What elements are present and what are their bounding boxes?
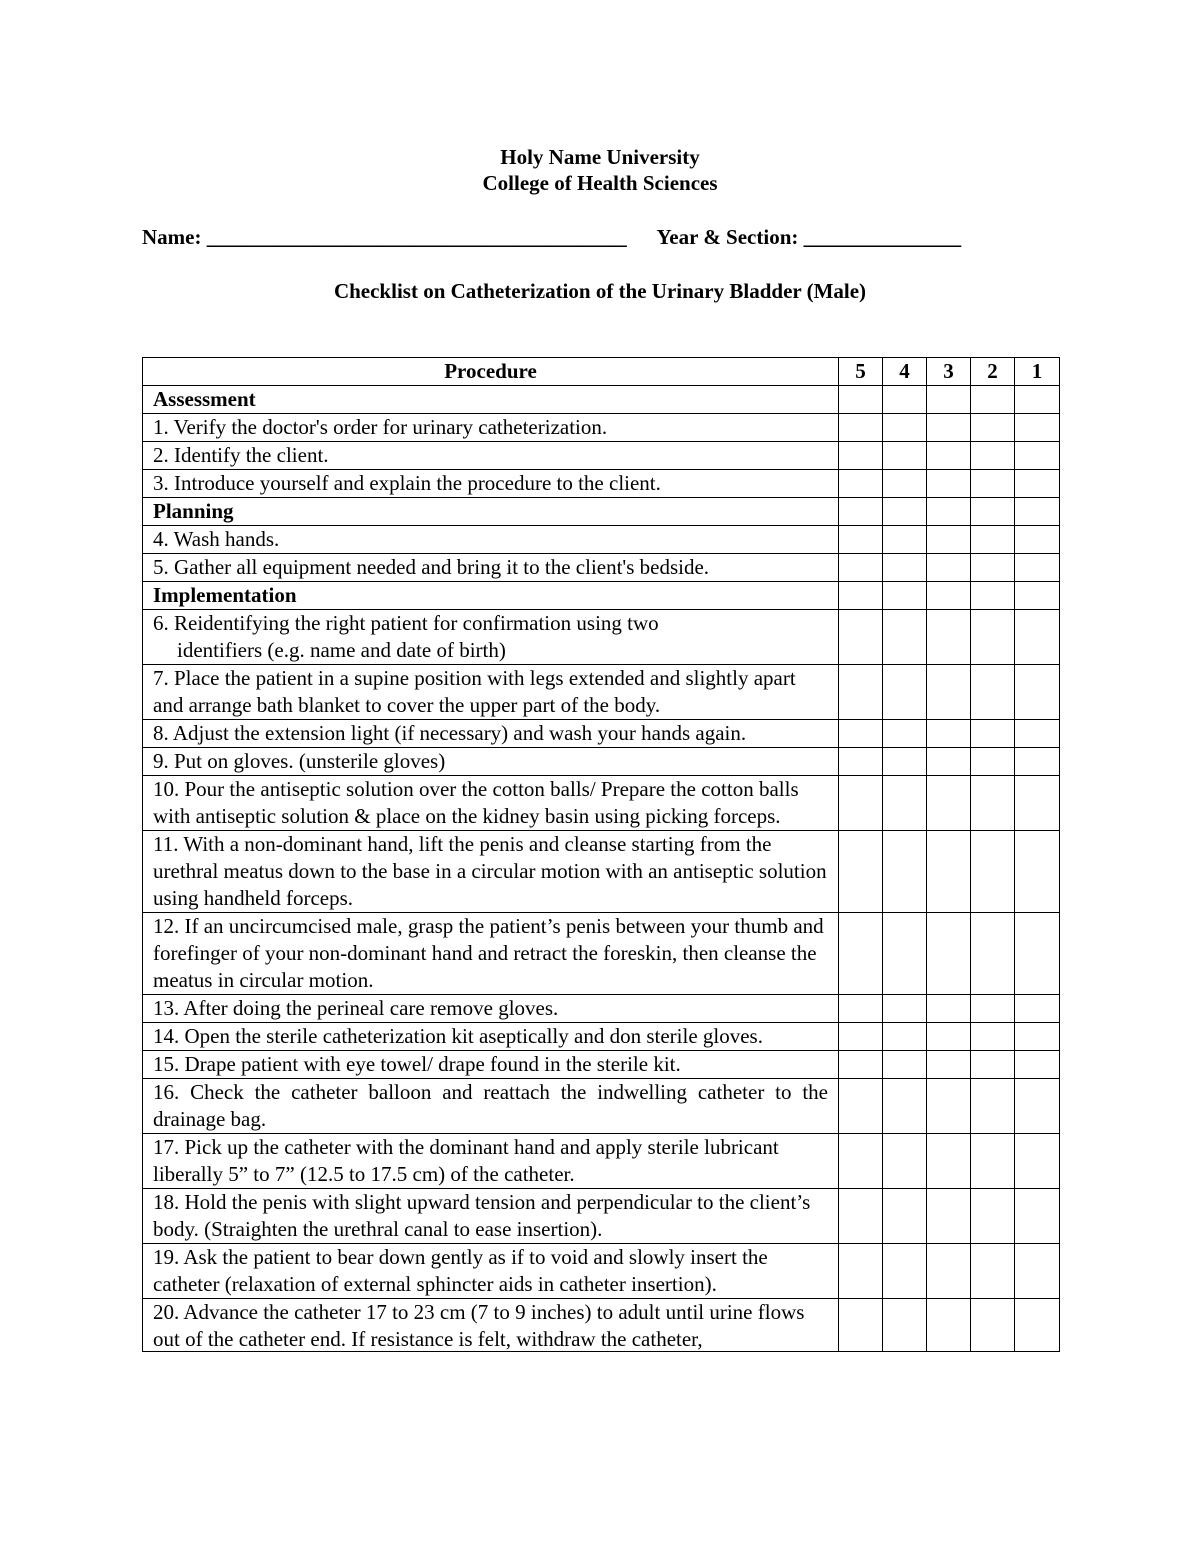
score-cell-1[interactable] bbox=[1015, 414, 1060, 442]
checklist-table bbox=[142, 357, 1060, 1352]
table-row bbox=[143, 1189, 1060, 1244]
score-cell-2[interactable] bbox=[971, 1134, 1015, 1189]
score-cell-2[interactable] bbox=[971, 665, 1015, 720]
step-text: 6. Reidentifying the right patient for confirmation using two bbox=[153, 611, 659, 635]
step-text: 2. Identify the client. bbox=[153, 443, 329, 467]
procedure-step bbox=[143, 470, 839, 498]
table-row bbox=[143, 1079, 1060, 1134]
score-cell-2[interactable] bbox=[971, 995, 1015, 1023]
procedure-step bbox=[143, 665, 839, 720]
procedure-step bbox=[143, 1244, 839, 1299]
score-cell-3[interactable] bbox=[927, 665, 971, 720]
table-row bbox=[143, 1299, 1060, 1352]
year-section-label: Year & Section: bbox=[656, 225, 799, 249]
score-cell-2[interactable] bbox=[971, 610, 1015, 665]
step-text: 3. Introduce yourself and explain the procedure to the client. bbox=[153, 471, 661, 495]
score-cell-4[interactable] bbox=[883, 554, 927, 582]
score-cell-1[interactable] bbox=[1015, 1299, 1060, 1352]
step-text: 4. Wash hands. bbox=[153, 527, 280, 551]
score-cell-5[interactable] bbox=[839, 610, 883, 665]
score-cell-4[interactable] bbox=[883, 526, 927, 554]
score-cell-3[interactable] bbox=[927, 1244, 971, 1299]
step-text: 7. Place the patient in a supine position with legs extended and slightly apart and arrange bath blanket to cover the upper part of the body. bbox=[153, 666, 796, 717]
score-cell-5[interactable] bbox=[839, 1244, 883, 1299]
step-text: 9. Put on gloves. (unsterile gloves) bbox=[153, 749, 446, 773]
score-cell-1[interactable] bbox=[1015, 1079, 1060, 1134]
score-cell-1[interactable] bbox=[1015, 1134, 1060, 1189]
score-cell-5[interactable] bbox=[839, 995, 883, 1023]
step-text: 18. Hold the penis with slight upward tension and perpendicular to the client’s body. (Straighten the urethral canal to ease insertion). bbox=[153, 1190, 811, 1241]
score-cell-4[interactable] bbox=[883, 995, 927, 1023]
score-cell-5[interactable] bbox=[839, 748, 883, 776]
score-cell-2[interactable] bbox=[971, 720, 1015, 748]
score-cell-2[interactable] bbox=[971, 1051, 1015, 1079]
score-cell-1[interactable] bbox=[1015, 498, 1060, 526]
score-cell-1[interactable] bbox=[1015, 526, 1060, 554]
score-cell-2[interactable] bbox=[971, 1244, 1015, 1299]
score-cell-3[interactable] bbox=[927, 1189, 971, 1244]
score-cell-3[interactable] bbox=[927, 995, 971, 1023]
table-row bbox=[143, 442, 1060, 470]
procedure-step bbox=[143, 776, 839, 831]
table-row bbox=[143, 610, 1060, 665]
table-header-row bbox=[143, 358, 1060, 386]
score-cell-3[interactable] bbox=[927, 720, 971, 748]
score-header-4: 4 bbox=[883, 358, 927, 386]
step-text: 8. Adjust the extension light (if necessary) and wash your hands again. bbox=[153, 721, 747, 745]
score-cell-5[interactable] bbox=[839, 720, 883, 748]
score-cell-3[interactable] bbox=[927, 748, 971, 776]
score-cell-1[interactable] bbox=[1015, 610, 1060, 665]
step-text: Implementation bbox=[153, 583, 297, 607]
score-cell-1[interactable] bbox=[1015, 442, 1060, 470]
score-cell-5[interactable] bbox=[839, 1079, 883, 1134]
section-heading bbox=[143, 498, 839, 526]
procedure-step bbox=[143, 610, 839, 665]
score-cell-2[interactable] bbox=[971, 913, 1015, 995]
score-cell-1[interactable] bbox=[1015, 582, 1060, 610]
score-cell-4[interactable] bbox=[883, 913, 927, 995]
score-cell-5[interactable] bbox=[839, 1189, 883, 1244]
step-text: 11. With a non-dominant hand, lift the penis and cleanse starting from the urethral meatus down to the base in a circular motion with an antiseptic solution using handheld forceps. bbox=[153, 832, 827, 910]
procedure-step bbox=[143, 831, 839, 913]
procedure-step bbox=[143, 1189, 839, 1244]
step-text: 20. Advance the catheter 17 to 23 cm (7 to 9 inches) to adult until urine flows out of the catheter end. If resistance is felt, withdraw the catheter, bbox=[153, 1300, 805, 1351]
score-cell-4[interactable] bbox=[883, 748, 927, 776]
score-cell-3[interactable] bbox=[927, 610, 971, 665]
score-cell-5[interactable] bbox=[839, 470, 883, 498]
score-cell-4[interactable] bbox=[883, 582, 927, 610]
score-header-3: 3 bbox=[927, 358, 971, 386]
step-text-continued: identifiers (e.g. name and date of birth) bbox=[177, 638, 506, 662]
score-cell-2[interactable] bbox=[971, 414, 1015, 442]
table-row bbox=[143, 720, 1060, 748]
score-cell-3[interactable] bbox=[927, 1299, 971, 1352]
score-cell-5[interactable] bbox=[839, 498, 883, 526]
university-name: Holy Name University bbox=[500, 145, 700, 169]
score-cell-4[interactable] bbox=[883, 1079, 927, 1134]
score-cell-1[interactable] bbox=[1015, 720, 1060, 748]
score-cell-4[interactable] bbox=[883, 720, 927, 748]
score-cell-5[interactable] bbox=[839, 913, 883, 995]
procedure-step bbox=[143, 442, 839, 470]
score-cell-3[interactable] bbox=[927, 582, 971, 610]
score-cell-1[interactable] bbox=[1015, 1051, 1060, 1079]
section-row bbox=[143, 386, 1060, 414]
score-cell-1[interactable] bbox=[1015, 386, 1060, 414]
section-heading bbox=[143, 386, 839, 414]
table-row bbox=[143, 776, 1060, 831]
step-text: 12. If an uncircumcised male, grasp the patient’s penis between your thumb and forefinger of your non-dominant hand and retract the foreskin, then cleanse the meatus in circular motion. bbox=[153, 914, 824, 992]
score-cell-3[interactable] bbox=[927, 913, 971, 995]
table-row bbox=[143, 1051, 1060, 1079]
score-cell-2[interactable] bbox=[971, 442, 1015, 470]
score-cell-2[interactable] bbox=[971, 554, 1015, 582]
score-cell-3[interactable] bbox=[927, 776, 971, 831]
score-cell-3[interactable] bbox=[927, 442, 971, 470]
score-cell-2[interactable] bbox=[971, 748, 1015, 776]
score-cell-5[interactable] bbox=[839, 526, 883, 554]
procedure-step bbox=[143, 526, 839, 554]
score-cell-1[interactable] bbox=[1015, 913, 1060, 995]
score-cell-4[interactable] bbox=[883, 1244, 927, 1299]
table-row bbox=[143, 1134, 1060, 1189]
score-cell-5[interactable] bbox=[839, 1299, 883, 1352]
score-cell-1[interactable] bbox=[1015, 554, 1060, 582]
score-cell-5[interactable] bbox=[839, 1134, 883, 1189]
name-field[interactable]: ________________________________________ bbox=[206, 225, 627, 249]
score-cell-5[interactable] bbox=[839, 776, 883, 831]
procedure-step bbox=[143, 720, 839, 748]
student-info-row bbox=[142, 224, 1042, 250]
step-text: 15. Drape patient with eye towel/ drape found in the sterile kit. bbox=[153, 1052, 681, 1076]
procedure-step bbox=[143, 1051, 839, 1079]
step-text: 1. Verify the doctor's order for urinary catheterization. bbox=[153, 415, 608, 439]
score-cell-3[interactable] bbox=[927, 554, 971, 582]
table-row bbox=[143, 1023, 1060, 1051]
score-cell-2[interactable] bbox=[971, 498, 1015, 526]
procedure-step bbox=[143, 554, 839, 582]
score-cell-4[interactable] bbox=[883, 1189, 927, 1244]
college-name: College of Health Sciences bbox=[482, 171, 718, 195]
score-cell-3[interactable] bbox=[927, 526, 971, 554]
step-text: 10. Pour the antiseptic solution over the cotton balls/ Prepare the cotton balls with antiseptic solution & place on the kidney basin using picking forceps. bbox=[153, 777, 799, 828]
score-cell-1[interactable] bbox=[1015, 1189, 1060, 1244]
score-cell-4[interactable] bbox=[883, 414, 927, 442]
section-heading bbox=[143, 582, 839, 610]
table-row bbox=[143, 1244, 1060, 1299]
table-row bbox=[143, 470, 1060, 498]
score-cell-3[interactable] bbox=[927, 1023, 971, 1051]
score-cell-2[interactable] bbox=[971, 386, 1015, 414]
table-row bbox=[143, 831, 1060, 913]
score-cell-3[interactable] bbox=[927, 498, 971, 526]
section-row bbox=[143, 582, 1060, 610]
score-cell-1[interactable] bbox=[1015, 1244, 1060, 1299]
table-row bbox=[143, 913, 1060, 995]
procedure-step bbox=[143, 913, 839, 995]
step-text: 17. Pick up the catheter with the dominant hand and apply sterile lubricant liberally 5” to 7” (12.5 to 17.5 cm) of the catheter. bbox=[153, 1135, 779, 1186]
table-row bbox=[143, 995, 1060, 1023]
step-text: Planning bbox=[153, 499, 234, 523]
score-cell-5[interactable] bbox=[839, 414, 883, 442]
step-text: 14. Open the sterile catheterization kit aseptically and don sterile gloves. bbox=[153, 1024, 763, 1048]
score-cell-4[interactable] bbox=[883, 1023, 927, 1051]
score-cell-3[interactable] bbox=[927, 386, 971, 414]
score-cell-4[interactable] bbox=[883, 1051, 927, 1079]
score-cell-4[interactable] bbox=[883, 1134, 927, 1189]
score-cell-2[interactable] bbox=[971, 1023, 1015, 1051]
score-cell-1[interactable] bbox=[1015, 665, 1060, 720]
score-cell-4[interactable] bbox=[883, 470, 927, 498]
score-cell-3[interactable] bbox=[927, 470, 971, 498]
score-cell-4[interactable] bbox=[883, 498, 927, 526]
score-cell-4[interactable] bbox=[883, 831, 927, 913]
score-cell-5[interactable] bbox=[839, 831, 883, 913]
score-cell-4[interactable] bbox=[883, 776, 927, 831]
score-cell-5[interactable] bbox=[839, 665, 883, 720]
score-cell-2[interactable] bbox=[971, 831, 1015, 913]
score-cell-4[interactable] bbox=[883, 665, 927, 720]
score-cell-1[interactable] bbox=[1015, 1023, 1060, 1051]
score-cell-2[interactable] bbox=[971, 526, 1015, 554]
table-row bbox=[143, 414, 1060, 442]
procedure-step bbox=[143, 995, 839, 1023]
score-header-2: 2 bbox=[971, 358, 1015, 386]
score-cell-3[interactable] bbox=[927, 414, 971, 442]
score-cell-5[interactable] bbox=[839, 386, 883, 414]
section-row bbox=[143, 498, 1060, 526]
procedure-step bbox=[143, 748, 839, 776]
step-text: 16. Check the catheter balloon and reattach the indwelling catheter to the drainage bag. bbox=[153, 1080, 828, 1131]
score-cell-2[interactable] bbox=[971, 776, 1015, 831]
score-cell-1[interactable] bbox=[1015, 831, 1060, 913]
table-row bbox=[143, 554, 1060, 582]
score-cell-3[interactable] bbox=[927, 831, 971, 913]
score-cell-4[interactable] bbox=[883, 1299, 927, 1352]
step-text: 19. Ask the patient to bear down gently as if to void and slowly insert the catheter (relaxation of external sphincter aids in catheter insertion). bbox=[153, 1245, 768, 1296]
score-cell-2[interactable] bbox=[971, 1079, 1015, 1134]
table-row bbox=[143, 526, 1060, 554]
step-text: 13. After doing the perineal care remove gloves. bbox=[153, 996, 559, 1020]
name-label: Name: bbox=[142, 225, 202, 249]
score-cell-4[interactable] bbox=[883, 610, 927, 665]
score-cell-3[interactable] bbox=[927, 1051, 971, 1079]
procedure-step bbox=[143, 1079, 839, 1134]
score-cell-5[interactable] bbox=[839, 554, 883, 582]
procedure-step bbox=[143, 1134, 839, 1189]
table-row bbox=[143, 665, 1060, 720]
score-cell-1[interactable] bbox=[1015, 995, 1060, 1023]
procedure-step bbox=[143, 1299, 839, 1352]
score-header-1: 1 bbox=[1015, 358, 1060, 386]
procedure-step bbox=[143, 414, 839, 442]
score-cell-2[interactable] bbox=[971, 470, 1015, 498]
procedure-header: Procedure bbox=[143, 358, 839, 386]
score-cell-1[interactable] bbox=[1015, 776, 1060, 831]
step-text: 5. Gather all equipment needed and bring it to the client's bedside. bbox=[153, 555, 710, 579]
procedure-step bbox=[143, 1023, 839, 1051]
score-cell-1[interactable] bbox=[1015, 470, 1060, 498]
score-cell-3[interactable] bbox=[927, 1079, 971, 1134]
score-cell-2[interactable] bbox=[971, 582, 1015, 610]
score-cell-3[interactable] bbox=[927, 1134, 971, 1189]
score-cell-2[interactable] bbox=[971, 1299, 1015, 1352]
score-cell-2[interactable] bbox=[971, 1189, 1015, 1244]
score-cell-4[interactable] bbox=[883, 386, 927, 414]
score-cell-5[interactable] bbox=[839, 442, 883, 470]
table-row bbox=[143, 748, 1060, 776]
score-cell-5[interactable] bbox=[839, 1051, 883, 1079]
score-cell-4[interactable] bbox=[883, 442, 927, 470]
year-section-field[interactable]: _______________ bbox=[803, 225, 962, 249]
score-cell-5[interactable] bbox=[839, 582, 883, 610]
checklist-title: Checklist on Catheterization of the Urinary Bladder (Male) bbox=[333, 279, 867, 303]
score-header-5: 5 bbox=[839, 358, 883, 386]
step-text: Assessment bbox=[153, 387, 256, 411]
score-cell-5[interactable] bbox=[839, 1023, 883, 1051]
score-cell-1[interactable] bbox=[1015, 748, 1060, 776]
